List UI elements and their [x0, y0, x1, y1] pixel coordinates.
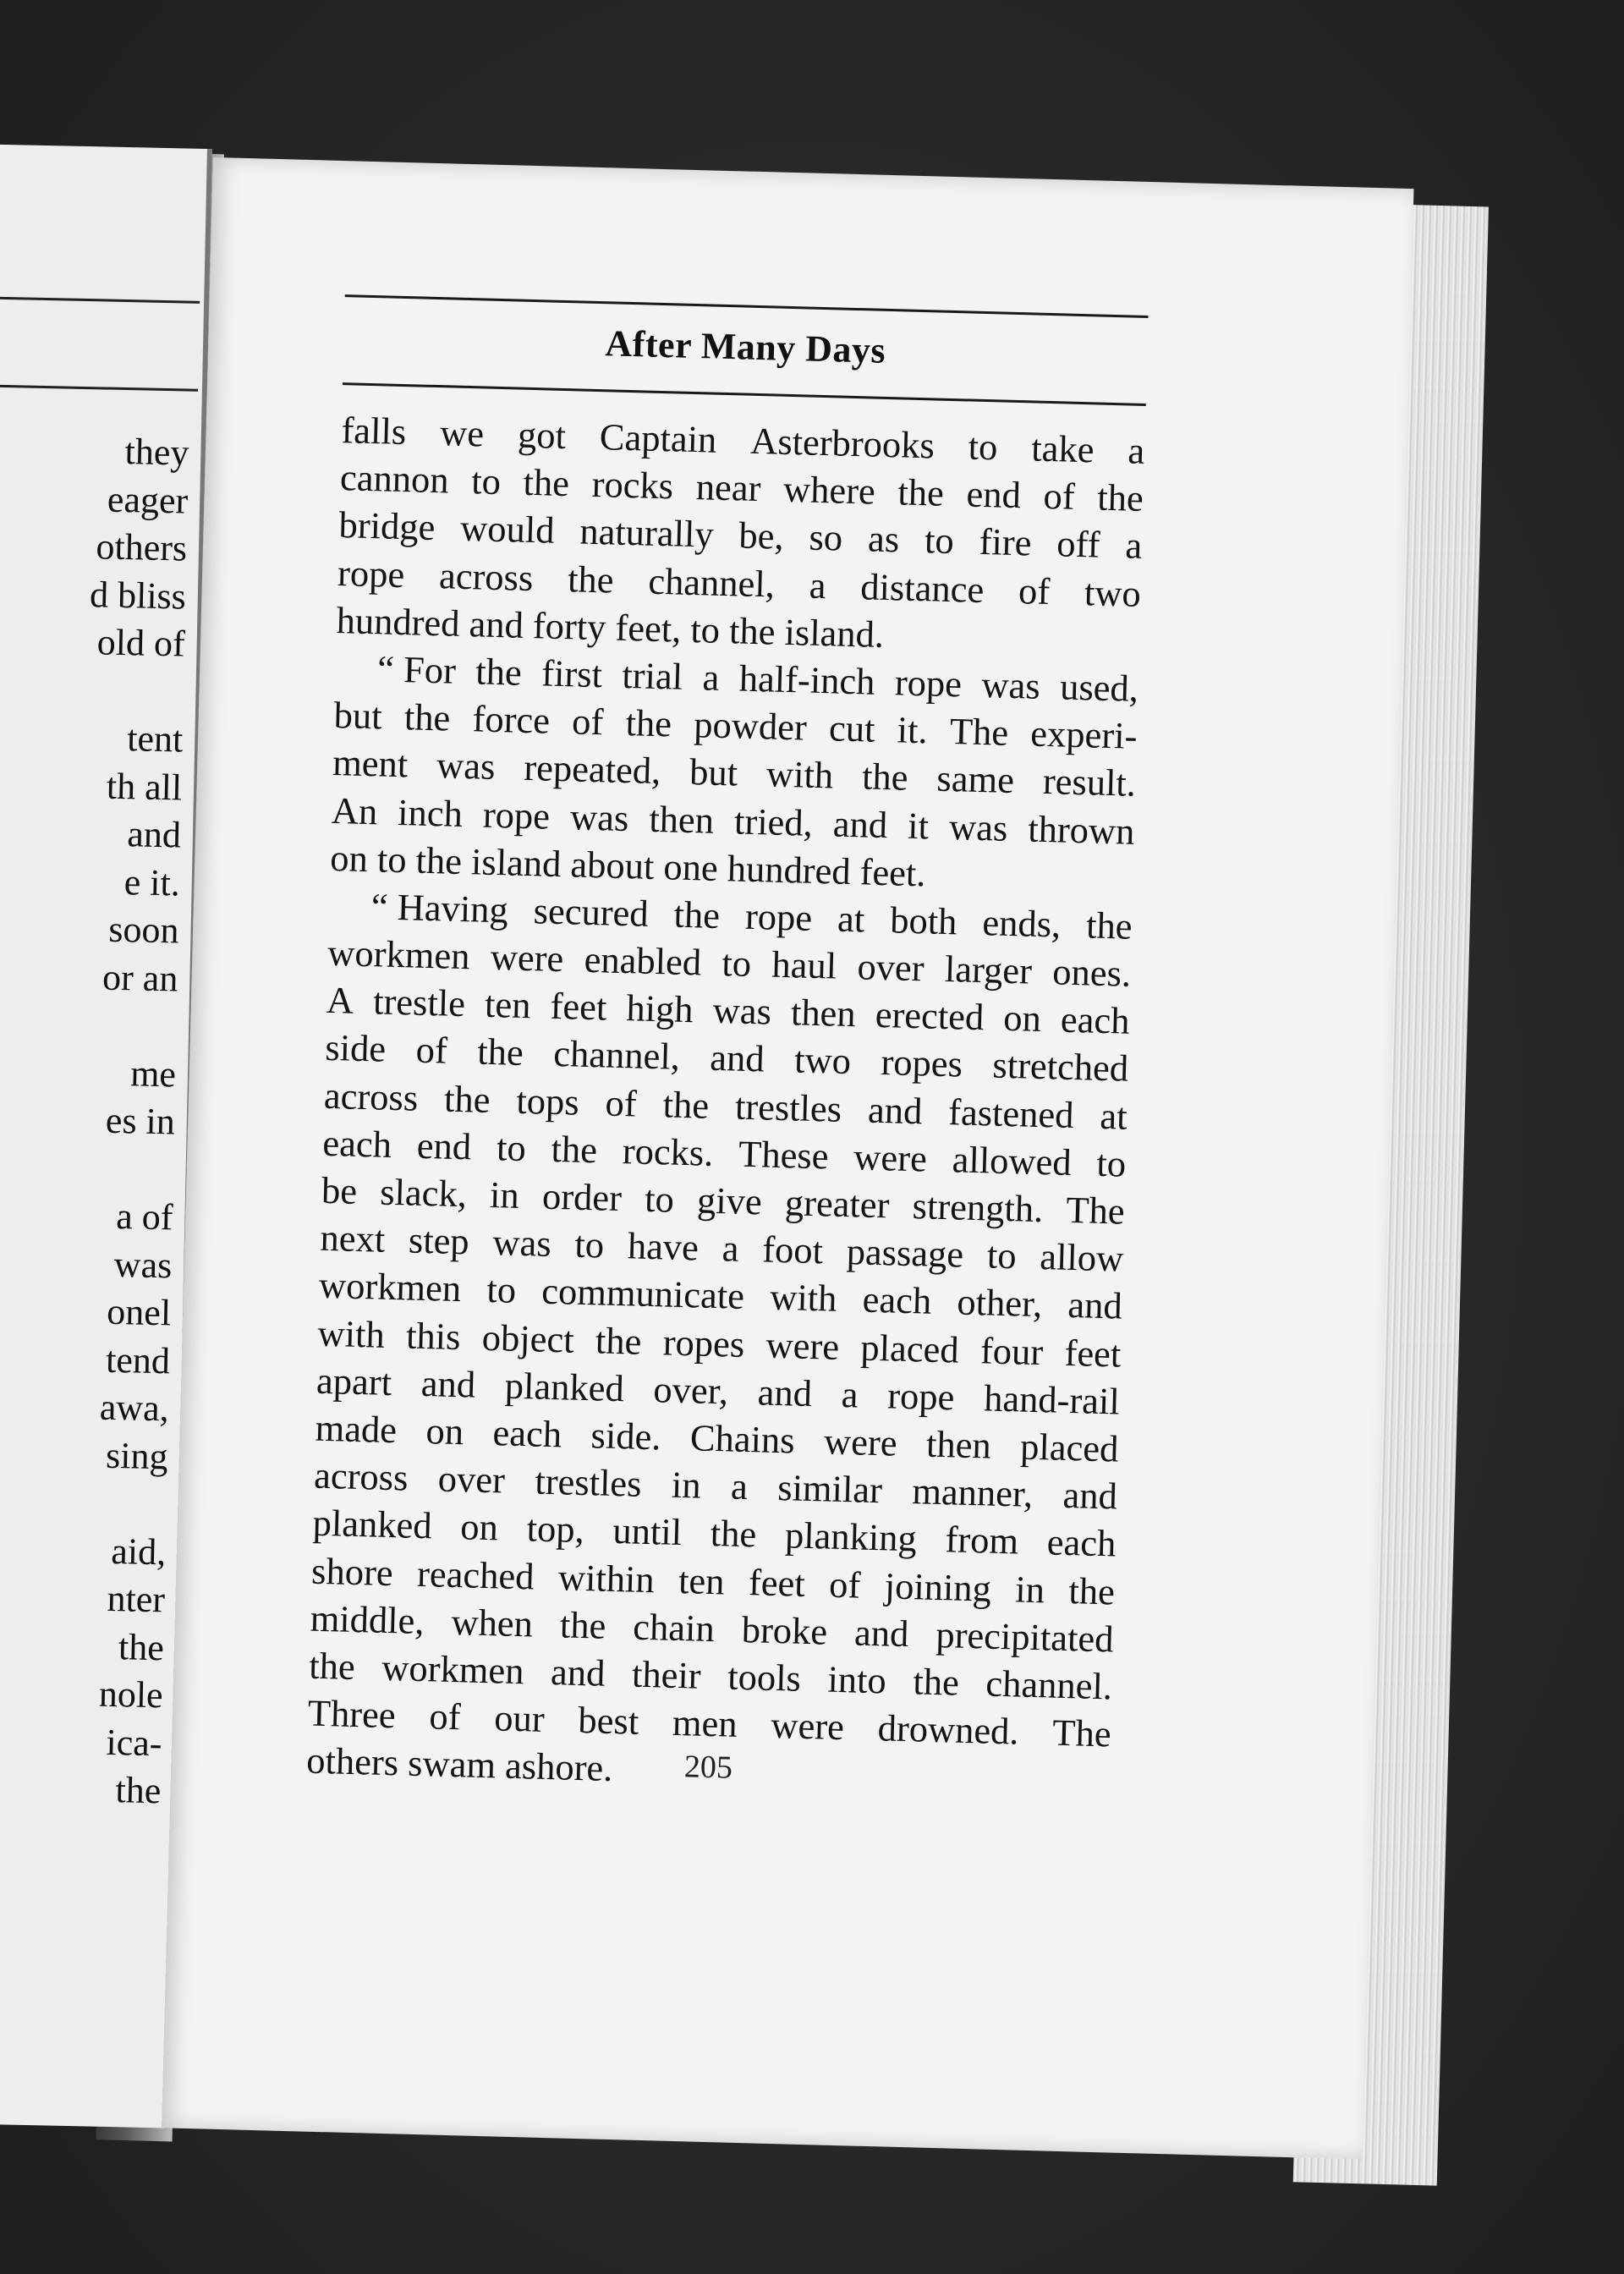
- word: of: [1042, 475, 1076, 518]
- word: a: [841, 1372, 859, 1416]
- word: other,: [956, 1280, 1043, 1326]
- word: “ For: [376, 647, 457, 692]
- left-page-line-fragment: onel: [106, 1290, 172, 1334]
- word: a: [730, 1464, 749, 1508]
- left-page-line-fragment: tent: [126, 717, 184, 761]
- word: were: [770, 1703, 845, 1749]
- word: across: [438, 553, 534, 599]
- word: reached: [416, 1552, 535, 1597]
- word: chain: [632, 1605, 716, 1650]
- word: at: [837, 897, 865, 941]
- word: the: [595, 1318, 643, 1363]
- word: planking: [784, 1513, 918, 1560]
- word: to: [986, 1233, 1018, 1277]
- left-page-line-fragment: th all: [106, 765, 183, 809]
- word: and: [709, 1036, 765, 1080]
- word: the: [861, 755, 909, 799]
- word: take: [1030, 426, 1095, 471]
- word: force: [471, 697, 551, 742]
- word: was: [980, 662, 1041, 707]
- word: apart: [315, 1359, 392, 1403]
- word: the: [1085, 904, 1133, 948]
- left-page-line-fragment: awa,: [99, 1386, 170, 1430]
- word: workmen: [318, 1264, 462, 1310]
- word: the: [550, 1127, 598, 1172]
- left-page-line-fragment: es in: [105, 1099, 176, 1143]
- left-header-rule-bottom: [0, 385, 198, 392]
- word: to: [573, 1222, 605, 1266]
- word: rope: [886, 1374, 956, 1419]
- word: two: [1084, 570, 1142, 615]
- word: tops: [515, 1079, 580, 1123]
- word: repeated,: [523, 746, 661, 793]
- word: as: [867, 517, 900, 561]
- word: this: [405, 1314, 462, 1358]
- word: in: [1014, 1567, 1045, 1611]
- left-page-line-fragment: or an: [102, 956, 178, 999]
- word: precipitated: [935, 1612, 1115, 1661]
- word: ten: [678, 1558, 726, 1602]
- word: ones.: [1051, 950, 1132, 995]
- word: passage: [846, 1230, 964, 1276]
- word: Three: [307, 1691, 397, 1737]
- word: similar: [776, 1466, 883, 1512]
- word: so: [808, 515, 843, 560]
- word: on: [459, 1505, 499, 1549]
- word: into: [826, 1657, 887, 1702]
- word: The: [1051, 1711, 1112, 1755]
- left-page-line-fragment: [0, 1142, 174, 1195]
- word: to: [644, 1177, 675, 1221]
- word: channel,: [552, 1032, 681, 1079]
- word: bridge: [338, 503, 436, 549]
- word: the: [523, 460, 570, 505]
- word: Captain: [599, 415, 717, 461]
- word: workmen: [326, 931, 471, 978]
- word: inch: [397, 790, 464, 835]
- word: top,: [526, 1507, 585, 1552]
- word: Chains: [689, 1416, 796, 1462]
- word: with: [769, 1276, 838, 1321]
- left-header-rule-top: [0, 297, 200, 304]
- word: over,: [652, 1367, 729, 1413]
- left-page-line-fragment: [0, 1476, 167, 1529]
- word: trestles: [534, 1459, 643, 1505]
- word: was: [491, 1221, 552, 1266]
- word: fastened: [947, 1090, 1075, 1136]
- word: in: [671, 1463, 702, 1507]
- word: then: [925, 1422, 992, 1467]
- left-page-line-fragment: the: [115, 1769, 162, 1812]
- word: rocks.: [622, 1129, 715, 1174]
- word: falls: [340, 409, 407, 453]
- word: got: [517, 413, 567, 458]
- word: their: [631, 1652, 702, 1697]
- word: rope: [482, 793, 551, 838]
- word: until: [612, 1509, 683, 1554]
- word: where: [782, 467, 876, 513]
- word: The: [1065, 1188, 1126, 1233]
- word: near: [695, 465, 762, 510]
- word: and: [420, 1361, 476, 1406]
- word: to: [721, 942, 752, 986]
- word: to: [968, 425, 999, 469]
- word: then: [648, 797, 715, 842]
- word: in: [489, 1173, 520, 1217]
- word: each: [321, 1121, 392, 1166]
- word: drowned.: [877, 1706, 1020, 1753]
- word: secured: [533, 889, 650, 935]
- word: the: [559, 1603, 607, 1647]
- word: the: [1096, 475, 1144, 520]
- word: to: [486, 1268, 517, 1312]
- word: planked: [504, 1364, 625, 1409]
- word: were: [490, 935, 564, 980]
- word: rope: [337, 551, 405, 596]
- left-page-line-fragment: me: [129, 1052, 177, 1095]
- word: was: [569, 794, 630, 839]
- word: next: [319, 1216, 386, 1261]
- left-page-line-fragment: e it.: [123, 860, 181, 904]
- left-page-line-fragment: nter: [107, 1577, 166, 1621]
- word: with: [765, 752, 834, 797]
- word: high: [625, 986, 694, 1031]
- left-page-line-fragment: tend: [105, 1338, 171, 1381]
- word: thrown: [1027, 806, 1136, 853]
- word: of: [571, 700, 605, 744]
- word: object: [481, 1316, 575, 1361]
- word: allowed: [952, 1138, 1073, 1184]
- left-page-line-fragment: they: [124, 431, 189, 474]
- word: feet: [549, 985, 607, 1029]
- word: the: [308, 1644, 356, 1688]
- word: it.: [897, 708, 929, 752]
- word: placed: [1019, 1425, 1120, 1470]
- word: the: [673, 893, 721, 937]
- word: ropes: [880, 1041, 963, 1085]
- word: to: [1095, 1141, 1127, 1185]
- word: the: [567, 557, 615, 601]
- word: channel.: [985, 1662, 1113, 1708]
- word: channel,: [647, 559, 776, 606]
- word: first: [540, 651, 603, 696]
- word: stretched: [991, 1043, 1129, 1090]
- word: on: [425, 1409, 464, 1453]
- word: our: [493, 1696, 546, 1740]
- word: end: [965, 472, 1022, 517]
- left-page-line-fragment: [0, 664, 184, 717]
- word: we: [439, 411, 485, 455]
- word: and: [1067, 1283, 1123, 1327]
- word: ropes: [662, 1320, 745, 1365]
- word: ment: [332, 741, 409, 786]
- word: order: [541, 1174, 623, 1220]
- word: it: [907, 804, 930, 847]
- body-text: [306, 406, 1145, 1805]
- left-page-line-fragment: old of: [96, 621, 186, 665]
- word: broke: [741, 1607, 828, 1653]
- word: naturally: [579, 509, 715, 557]
- left-page-line-fragment: ica-: [106, 1721, 162, 1764]
- word: have: [627, 1224, 700, 1269]
- word: The: [949, 710, 1009, 754]
- word: enabled: [584, 937, 702, 984]
- word: feet: [748, 1560, 806, 1605]
- left-page-line-fragment: d bliss: [89, 573, 187, 618]
- word: trestles: [734, 1085, 842, 1130]
- word: and: [867, 1088, 924, 1132]
- word: trial: [621, 653, 683, 698]
- word: a: [1124, 524, 1143, 568]
- word: a: [701, 656, 721, 699]
- word: cannon: [339, 456, 450, 502]
- word: of: [415, 1029, 448, 1073]
- word: from: [944, 1518, 1019, 1563]
- word: across: [323, 1074, 419, 1119]
- word: rope: [744, 894, 813, 939]
- word: the: [625, 701, 672, 745]
- word: placed: [859, 1326, 960, 1371]
- left-page-line-fragment: sing: [105, 1434, 169, 1477]
- word: fire: [979, 520, 1033, 564]
- word: hand-rail: [983, 1376, 1121, 1423]
- word: hundred and forty feet, to the island.: [336, 598, 885, 656]
- word: ends,: [981, 901, 1062, 946]
- word: were: [823, 1420, 898, 1464]
- word: feet: [1063, 1331, 1122, 1376]
- word: a: [809, 563, 827, 607]
- word: side: [324, 1026, 387, 1071]
- left-page-line-fragment: others: [96, 525, 188, 569]
- word: was: [712, 989, 772, 1033]
- word: communicate: [540, 1270, 745, 1318]
- word: same: [935, 756, 1015, 802]
- word: An: [331, 788, 378, 832]
- word: two: [793, 1038, 852, 1083]
- word: was: [948, 805, 1008, 849]
- page-number: 205: [683, 1749, 733, 1786]
- word: over: [437, 1457, 506, 1502]
- word: powder: [693, 703, 808, 749]
- word: the: [1067, 1568, 1116, 1612]
- word: of: [428, 1695, 462, 1738]
- word: a: [1127, 429, 1145, 472]
- word: of: [828, 1563, 862, 1607]
- word: ten: [484, 983, 532, 1027]
- left-page-line-fragment: soon: [107, 908, 180, 952]
- word: but: [333, 694, 383, 738]
- word: the: [475, 650, 523, 694]
- word: be,: [738, 514, 785, 558]
- word: to: [496, 1125, 527, 1169]
- word: both: [889, 898, 958, 943]
- word: joining: [884, 1563, 992, 1610]
- word: on: [1002, 997, 1042, 1041]
- word: of: [1018, 568, 1051, 612]
- word: the: [710, 1512, 757, 1556]
- word: at: [1099, 1094, 1128, 1138]
- word: of: [605, 1081, 638, 1125]
- word: result.: [1042, 760, 1137, 805]
- word: a: [721, 1227, 740, 1270]
- left-page-line-fragment: [0, 998, 178, 1051]
- word: others swam ashore.: [305, 1738, 614, 1790]
- word: but: [689, 750, 738, 794]
- word: four: [979, 1328, 1044, 1373]
- word: These: [738, 1132, 830, 1178]
- word: each: [1060, 997, 1131, 1042]
- left-page-line-fragment: aid,: [110, 1530, 167, 1573]
- word: shore: [310, 1549, 394, 1594]
- word: strength.: [912, 1184, 1044, 1231]
- word: men: [672, 1700, 738, 1745]
- right-page: [162, 157, 1414, 2159]
- word: erected: [875, 993, 985, 1039]
- word: to: [924, 519, 955, 563]
- word: made: [315, 1406, 398, 1452]
- word: to: [470, 459, 502, 503]
- left-page-line-fragment: nole: [98, 1673, 164, 1716]
- word: larger: [944, 948, 1033, 992]
- word: the: [403, 695, 451, 739]
- word: then: [790, 991, 857, 1035]
- word: greater: [784, 1181, 891, 1227]
- header-rule-top: [345, 294, 1149, 318]
- word: tried,: [733, 799, 814, 844]
- word: experi-: [1029, 711, 1138, 757]
- word: middle,: [310, 1596, 425, 1642]
- word: were: [765, 1323, 840, 1368]
- word: the: [912, 1660, 960, 1704]
- word: and: [1062, 1473, 1118, 1518]
- word: was: [436, 744, 497, 788]
- word: slack,: [379, 1170, 468, 1216]
- word: Asterbrooks: [749, 419, 935, 467]
- word: step: [408, 1218, 470, 1263]
- word: were: [853, 1135, 928, 1180]
- word: rocks: [591, 463, 674, 508]
- word: best: [577, 1699, 639, 1743]
- word: each: [1046, 1520, 1117, 1565]
- left-page-text-fragments: [0, 426, 189, 1815]
- word: side.: [590, 1414, 662, 1458]
- left-page-line-fragment: eager: [107, 478, 189, 522]
- word: distance: [859, 564, 985, 611]
- word: and: [853, 1611, 910, 1655]
- word: within: [557, 1555, 656, 1601]
- header-rule-bottom: [343, 382, 1146, 406]
- left-page-line-fragment: the: [118, 1625, 165, 1668]
- word: rope: [894, 661, 963, 706]
- word: the: [476, 1030, 524, 1074]
- word: used,: [1059, 665, 1139, 710]
- word: over: [856, 945, 925, 990]
- word: each: [862, 1277, 932, 1323]
- word: across: [313, 1453, 409, 1499]
- word: tools: [727, 1655, 802, 1700]
- word: with: [317, 1311, 386, 1356]
- word: when: [450, 1600, 534, 1645]
- word: half-inch: [738, 656, 876, 703]
- word: on to the island about one hundred feet.: [329, 836, 927, 895]
- word: planked: [312, 1501, 433, 1547]
- word: and: [832, 801, 888, 846]
- left-page-line-fragment: and: [126, 813, 182, 856]
- word: haul: [771, 942, 837, 987]
- word: trestle: [372, 980, 466, 1025]
- running-head: After Many Days: [604, 322, 886, 371]
- word: each: [492, 1411, 562, 1456]
- word: “ Having: [370, 885, 509, 931]
- word: and: [550, 1650, 606, 1695]
- word: the: [443, 1077, 491, 1121]
- word: A: [326, 979, 354, 1022]
- word: off: [1056, 522, 1101, 566]
- word: end: [416, 1123, 472, 1168]
- word: cut: [828, 706, 876, 750]
- word: give: [696, 1178, 763, 1223]
- word: workmen: [381, 1645, 525, 1693]
- word: would: [459, 507, 556, 552]
- word: foot: [761, 1228, 824, 1272]
- word: the: [897, 470, 945, 514]
- left-page-line-fragment: was: [113, 1243, 173, 1286]
- word: and: [757, 1370, 813, 1414]
- word: the: [662, 1082, 710, 1127]
- left-page-line-fragment: a of: [115, 1195, 173, 1239]
- word: allow: [1039, 1235, 1124, 1280]
- word: be: [321, 1168, 358, 1212]
- word: manner,: [911, 1469, 1034, 1516]
